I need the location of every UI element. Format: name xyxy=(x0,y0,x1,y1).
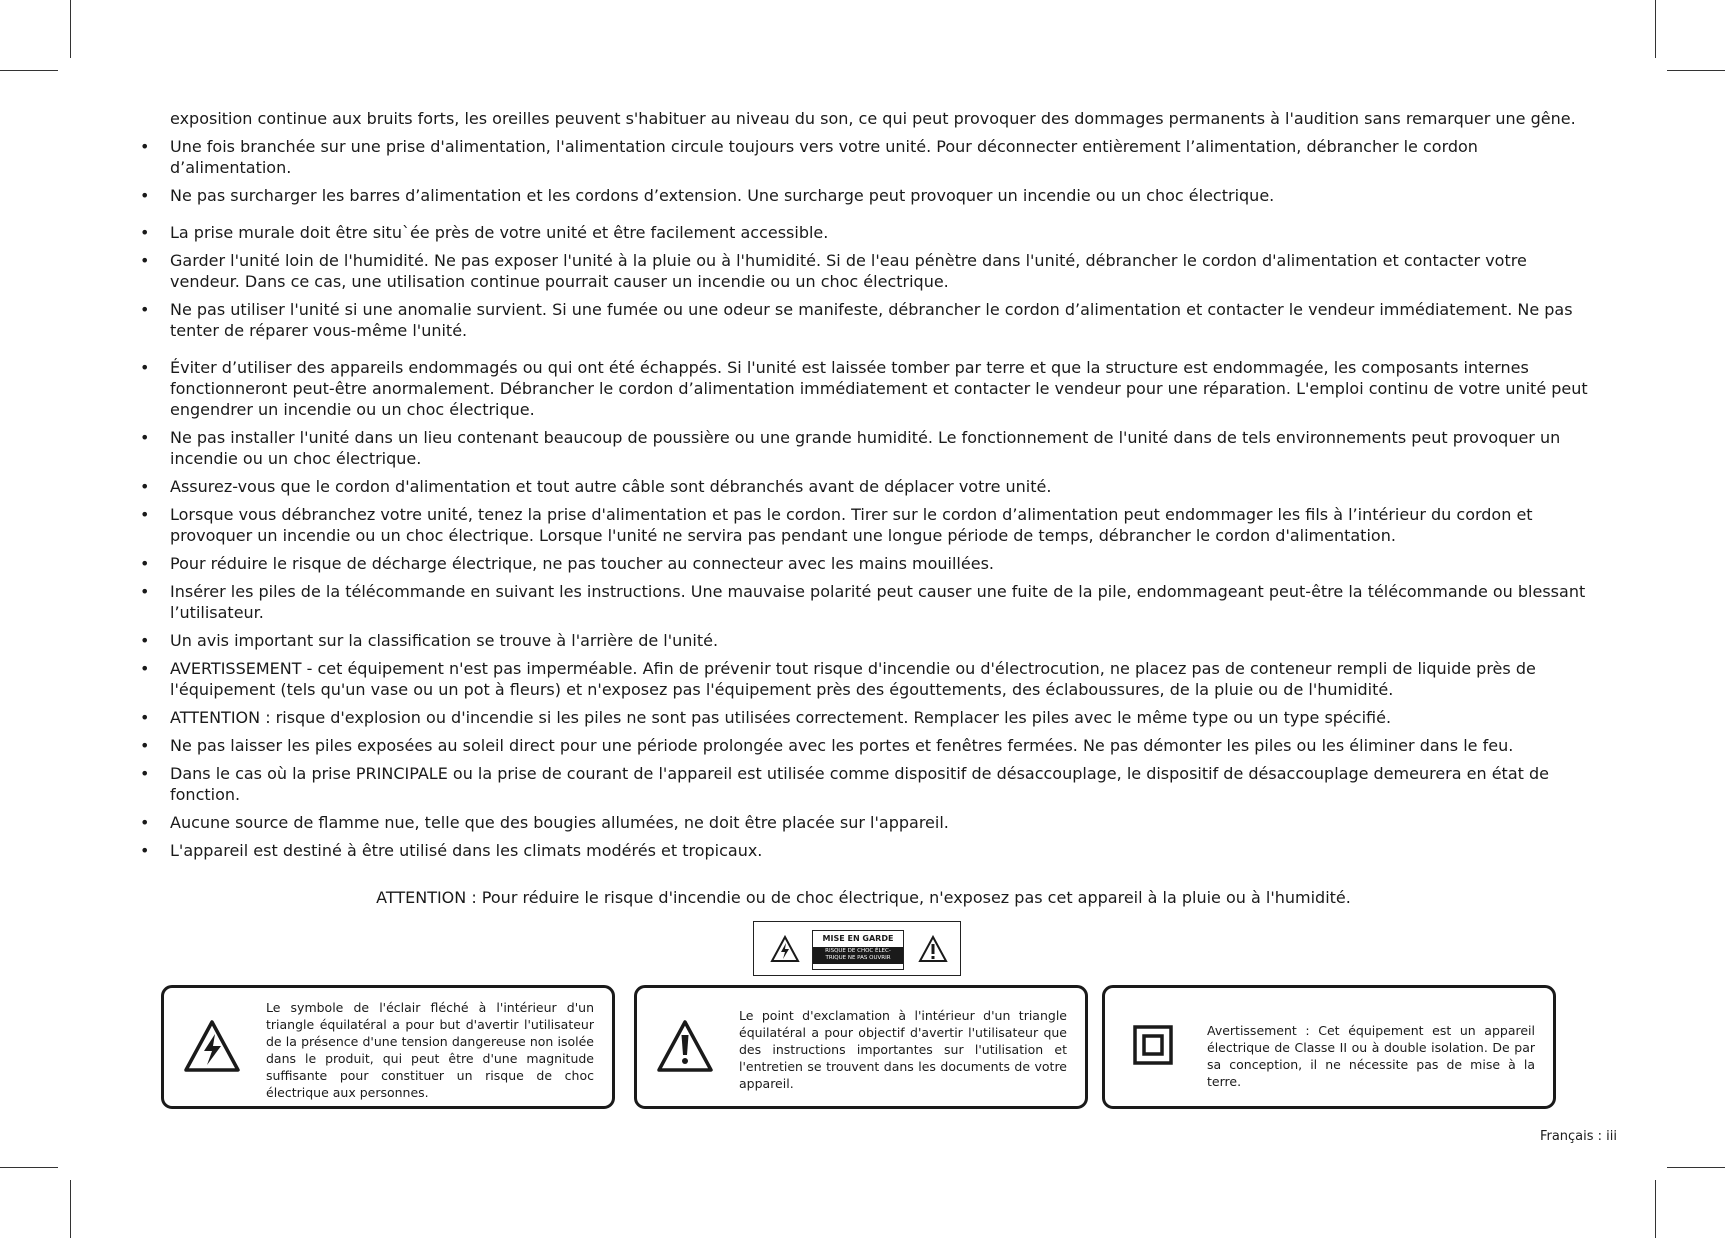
crop-mark xyxy=(70,1180,71,1238)
crop-mark xyxy=(0,70,58,71)
lightning-triangle-icon xyxy=(182,1018,242,1074)
list-item: • La prise murale doit être situ`ée près de votre unité et être facilement accessible. xyxy=(150,222,1590,243)
crop-mark xyxy=(1667,1167,1725,1168)
list-item: • AVERTISSEMENT - cet équipement n'est pas imperméable. Afin de prévenir tout risque d'incendie ou d'électrocution, ne placez pas de conteneur rempli de liquide près de l'équipement (tels qu'un vase ou un pot à fleurs) et n'exposez pas l'équipement près des égouttements, des éclaboussures, de la pluie ou de l'humidité. xyxy=(150,658,1590,700)
lightning-symbol-panel xyxy=(161,985,615,1109)
continuation-paragraph: exposition continue aux bruits forts, les oreilles peuvent s'habituer au niveau du son, ce qui peut provoquer des dommages permanents à l'audition sans remarquer une gêne. xyxy=(170,109,1576,128)
crop-mark xyxy=(1667,70,1725,71)
list-item: • Une fois branchée sur une prise d'alimentation, l'alimentation circule toujours vers votre unité. Pour déconnecter entièrement l’alimentation, débrancher le cordon d’alimentation. xyxy=(150,136,1590,178)
crop-mark xyxy=(70,0,71,58)
exclamation-description: Le point d'exclamation à l'intérieur d'un triangle équilatéral a pour objectif d'avertir l'utilisateur que des instructions importantes sur l'utilisation et l'entretien se trouvent dans les documents de votre appareil. xyxy=(739,1008,1067,1091)
list-item: • Ne pas installer l'unité dans un lieu contenant beaucoup de poussière ou une grande humidité. Le fonctionnement de l'unité dans de tels environnements peut provoquer un incendie ou un choc électrique. xyxy=(150,427,1590,469)
class-ii-symbol-panel xyxy=(1102,985,1556,1109)
list-item: • Un avis important sur la classification se trouve à l'arrière de l'unité. xyxy=(150,630,1590,651)
caution-subtitle xyxy=(813,947,903,964)
attention-line: ATTENTION : Pour réduire le risque d'incendie ou de choc électrique, n'exposez pas cet appareil à la pluie ou à l'humidité. xyxy=(376,888,1351,907)
list-item: • ATTENTION : risque d'explosion ou d'incendie si les piles ne sont pas utilisées correctement. Remplacer les piles avec le même type ou un type spécifié. xyxy=(150,707,1590,728)
crop-mark xyxy=(1655,1180,1656,1238)
page-number: Français : iii xyxy=(1539,1129,1617,1144)
list-item: • Ne pas surcharger les barres d’alimentation et les cordons d’extension. Une surcharge peut provoquer un incendie ou un choc électrique. xyxy=(150,185,1590,206)
caution-title: MISE EN GARDE xyxy=(822,934,894,943)
list-item: • Pour réduire le risque de décharge électrique, ne pas toucher au connecteur avec les mains mouillées. xyxy=(150,553,1590,574)
lightning-description: Le symbole de l'éclair fléché à l'intérieur d'un triangle équilatéral a pour but d'avertir l'utilisateur de la présence d'une tension dangereuse non isolée dans le produit, qui peut être d'une magnitude suffisante pour constituer un risque de choc électrique aux personnes. xyxy=(266,1000,594,1100)
exclamation-symbol-panel xyxy=(634,985,1088,1109)
double-insulation-icon xyxy=(1133,1025,1173,1065)
list-item: • Ne pas utiliser l'unité si une anomalie survient. Si une fumée ou une odeur se manifeste, débrancher le cordon d’alimentation et contacter le vendeur immédiatement. Ne pas tenter de réparer vous-même l'unité. xyxy=(150,299,1590,341)
exclamation-triangle-icon xyxy=(918,935,948,963)
class-ii-description: Avertissement : Cet équipement est un appareil électrique de Classe II ou à double isolation. De par sa conception, il ne nécessite pas de mise à la terre. xyxy=(1207,1023,1535,1089)
exclamation-triangle-icon xyxy=(655,1018,715,1074)
list-item: • Lorsque vous débranchez votre unité, tenez la prise d'alimentation et pas le cordon. Tirer sur le cordon d’alimentation peut endommager les fils à l’intérieur du cordon et provoquer un incendie ou un choc électrique. Lorsque l'unité ne servira pas pendant une longue période de temps, débrancher le cordon d'alimentation. xyxy=(150,504,1590,546)
caution-subtitle-line: TRIQUE NE PAS OUVRIR xyxy=(825,955,891,961)
crop-mark xyxy=(0,1167,58,1168)
caution-subtitle-line: RISQUE DE CHOC ÉLEC- xyxy=(825,948,891,954)
list-item: • Éviter d’utiliser des appareils endommagés ou qui ont été échappés. Si l'unité est laissée tomber par terre et que la structure est endommagée, les composants internes fonctionneront peut-être anormalement. Débrancher le cordon d’alimentation immédiatement et contacter le vendeur pour une réparation. L'emploi continu de votre unité peut engendrer un incendie ou un choc électrique. xyxy=(150,357,1590,420)
list-item: • Assurez-vous que le cordon d'alimentation et tout autre câble sont débranchés avant de déplacer votre unité. xyxy=(150,476,1590,497)
safety-list xyxy=(150,136,1590,861)
list-item: • Dans le cas où la prise PRINCIPALE ou la prise de courant de l'appareil est utilisée comme dispositif de désaccouplage, le dispositif de désaccouplage demeurera en état de fonction. xyxy=(150,763,1590,805)
list-item: • Aucune source de flamme nue, telle que des bougies allumées, ne doit être placée sur l'appareil. xyxy=(150,812,1590,833)
crop-mark xyxy=(1655,0,1656,58)
list-item: • Garder l'unité loin de l'humidité. Ne pas exposer l'unité à la pluie ou à l'humidité. Si de l'eau pénètre dans l'unité, débrancher le cordon d'alimentation et contacter votre vendeur. Dans ce cas, une utilisation continue pourrait causer un incendie ou un choc électrique. xyxy=(150,250,1590,292)
list-item: • Ne pas laisser les piles exposées au soleil direct pour une période prolongée avec les portes et fenêtres fermées. Ne pas démonter les piles ou les éliminer dans le feu. xyxy=(150,735,1590,756)
caution-text-label xyxy=(812,930,904,970)
list-item: • L'appareil est destiné à être utilisé dans les climats modérés et tropicaux. xyxy=(150,840,1590,861)
safety-instructions xyxy=(150,108,1590,868)
caution-label xyxy=(753,921,961,976)
list-item: • Insérer les piles de la télécommande en suivant les instructions. Une mauvaise polarité peut causer une fuite de la pile, endommageant peut-être la télécommande ou blessant l’utilisateur. xyxy=(150,581,1590,623)
lightning-triangle-icon xyxy=(770,935,800,963)
